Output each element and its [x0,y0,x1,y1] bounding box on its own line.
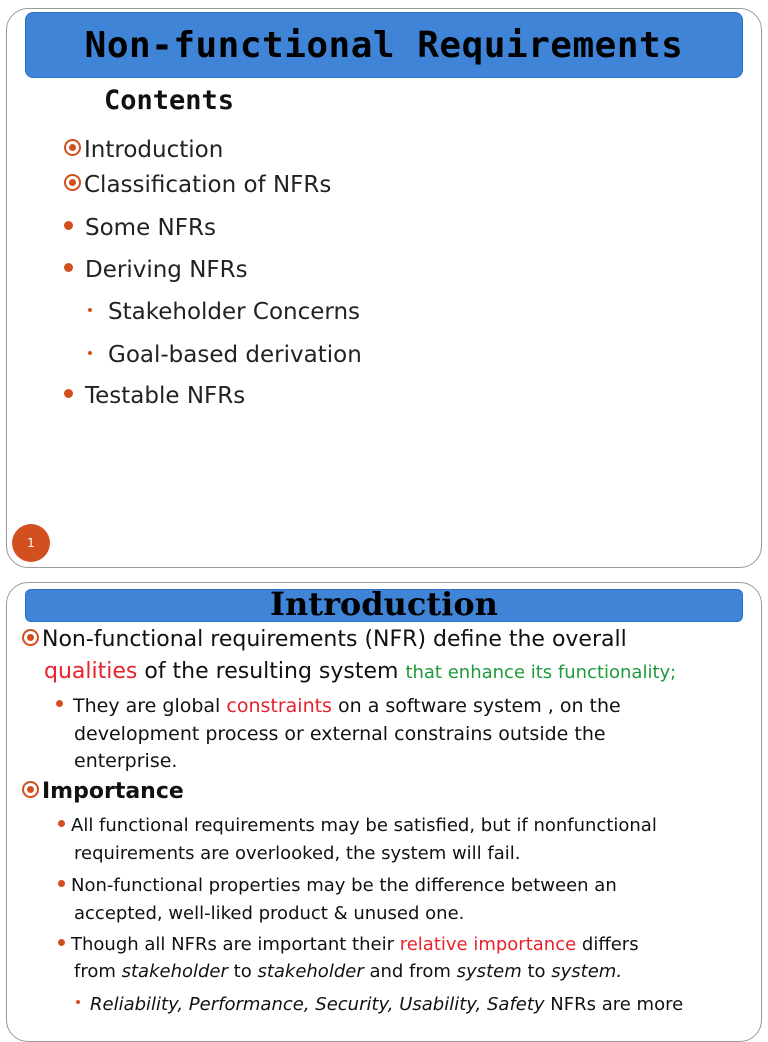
contents-item: Testable NFRs [64,383,245,409]
small-bullet-icon [88,351,92,355]
title-bar [25,12,743,78]
bullet-line: All functional requirements may be satisfied, but if nonfunctional [58,815,657,836]
target-bullet-icon [64,174,81,191]
bullet-dot-icon [64,389,73,398]
bullet-dot-icon [64,263,73,272]
slide-title: Introduction [270,585,498,623]
sub-bullet-line: Reliability, Performance, Security, Usability, Safety NFRs are more [76,994,683,1015]
paragraph-line: qualities of the resulting system that enhance its functionality; [44,659,677,684]
slide-1 [6,8,762,568]
target-bullet-icon [22,629,39,646]
contents-item: Classification of NFRs [64,172,331,198]
bullet-line: Though all NFRs are important their relative importance differs [58,934,639,955]
bullet-line: from stakeholder to stakeholder and from system to system. [74,961,623,982]
bullet-dot-icon [64,221,73,230]
bullet-dot-icon [56,700,63,707]
importance-heading: Importance [22,779,184,804]
target-bullet-icon [22,781,39,798]
bullet-dot-icon [58,880,65,887]
contents-item: Deriving NFRs [64,257,248,283]
title-bar [25,585,743,623]
bullet-dot-icon [58,939,65,946]
bullet-line: They are global constraints on a software system , on the [56,695,621,717]
contents-subitem: Goal-based derivation [88,342,362,368]
slide-title: Non-functional Requirements [84,25,684,66]
page-number-badge: 1 [12,524,50,562]
bullet-line: accepted, well-liked product & unused one. [74,903,465,924]
small-bullet-icon [76,1000,80,1004]
small-bullet-icon [88,308,92,312]
bullet-line: enterprise. [74,750,178,772]
paragraph-line: Non-functional requirements (NFR) define the overall [22,627,627,652]
bullet-line: requirements are overlooked, the system will fail. [74,843,521,864]
contents-item: Some NFRs [64,215,216,241]
bullet-dot-icon [58,820,65,827]
slide-2 [6,582,762,1042]
contents-subitem: Stakeholder Concerns [88,299,360,325]
bullet-line: Non-functional properties may be the difference between an [58,875,617,896]
bullet-line: development process or external constrains outside the [74,723,606,745]
contents-heading: Contents [104,85,235,116]
target-bullet-icon [64,139,81,156]
contents-item: Introduction [64,137,223,163]
